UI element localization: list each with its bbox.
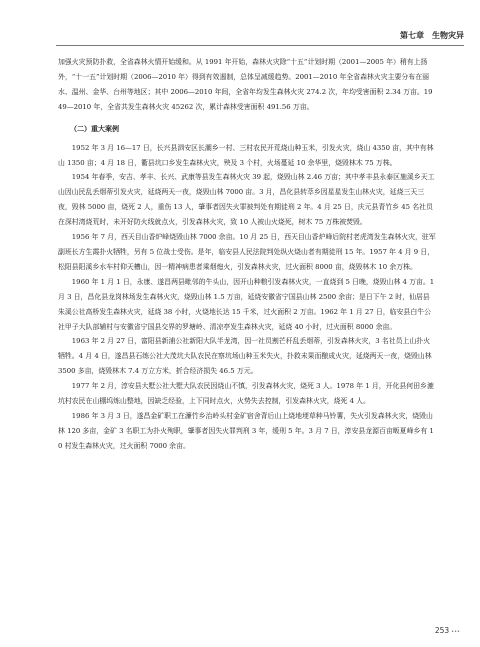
page-number: 253 <box>434 626 450 635</box>
page-number-marks: ••• <box>451 629 460 635</box>
case-paragraph-1986: 1986 年 3 月 3 日，遂昌金矿职工在濂竹乡治岭头村金矿宿舍背后山上烧地埂草种马铃薯，失火引发森林火灾，烧毁山林 120 多亩，金矿 3 名职工为扑火殉职，肇事者因失火罪判刑 3 年，缓刑 5 年。3 月 7 日，淳安县龙源百亩畈夏峰乡有 10 村发生森林火灾，过火面积 7000 余亩。 <box>58 411 434 450</box>
section-heading: （二）重大案例 <box>70 124 119 133</box>
case-paragraph-1954: 1954 年春季，安吉、孝丰、长兴、武康等县发生森林火灾 39 起，烧毁山林 2.46 万亩；其中孝丰县永泰区施溪乡天工山因山民乱丢烟蒂引发火灾，延烧两天一夜，烧毁山林 7000 亩。3 月，昌化县转萃乡因星星发生山林火灾，延烧三天三夜，毁林 5000 亩，烧死 2 人，重伤 13 人，肇事者因失火罪被判处有期徒刑 2 年。4 月 25 日，庆元县青竹乡 45 名社员在深村湾烧荒时，未开好防火线就点火，引发森林火灾，致 10 人被山火烧死，树木 75 万株被焚毁。 <box>58 173 435 227</box>
intro-paragraph: 加强火灾预防扑救，全省森林火情开始缓和。从 1991 年开始，森林火灾除“十五”计划时期（2001—2005 年）稍有上扬外，“十一五”计划时期（2006—2010 年）得到有效遏制，总体呈减缓趋势。2001—2010 年全省森林火灾主要分布在丽水、温州、金华、台州等地区；其中 2006—2010 年间，全省年均发生森林火灾 274.2 次，年均受害面积 2.34 万亩。1949—2010 年，全省共发生森林火灾 45262 次，累计森林受害面积 491.56 万亩。 <box>58 58 433 111</box>
case-paragraph-1960: 1960 年 1 月 1 日，永康、遂昌两县毗邻的牛头山，因开山种粮引发森林火灾，一直烧到 5 日晚，烧毁山林 4 万亩。1 月 3 日，昌化县龙岗林场发生森林火灾，烧毁山林 1.5 万亩，延烧安徽省宁国县山林 2500 余亩；是日下午 2 时，仙居县朱溪公社高桥发生森林火灾，延烧 38 小时，火烧地长达 15 千米，过火面积 2 万亩。1962 年 1 月 27 日，临安县白牛公社甲子大队部辅村与安徽省宁国县交界的罗塘岭、清凉亭发生森林火灾，延烧 40 小时，过火面积 8000 余亩。 <box>58 277 435 331</box>
page-body <box>58 55 436 454</box>
case-paragraph-1977: 1977 年 2 月，淳安县大墅公社大墅大队农民因烧山不慎，引发森林火灾，烧死 3 人。1978 年 1 月，开化县何田乡漉坑村农民在山棚坞炼山整地，因缺乏经验，上下同时点火，火势失去控制，引发森林火灾，烧死 4 人。 <box>58 382 434 406</box>
case-paragraph-1952: 1952 年 3 月 16—17 日，长兴县泗安区长潮乡一村、三村农民开荒烧山种玉米，引发火灾，烧山 4350 亩，其中有林山 1350 亩；4 月 18 日，衢县坑口乡发生森林火灾，殃及 3 个村，火场蔓延 10 余华里，烧毁林木 75 万株。 <box>58 143 434 167</box>
page-footer <box>435 626 460 635</box>
case-paragraph-1956: 1956 年 7 月，西天目山香炉峰烧毁山林 7000 余亩。10 月 25 日，西天目山香炉峰后院村老虎湾发生森林火灾，驻军副班长方生霞扑火牺牲，另有 5 位战士受伤。是年，临安县人民法院判处纵火烧山者有期徒刑 15 年。1957 年 4 月 9 日，松阳县阳溪乡水车村仰天槽山，因一精神病患者乘烟熄火，引发森林火灾，过火面积 8000 亩，烧毁林木 10 余万株。 <box>58 233 436 271</box>
chapter-title: 第七章 生物灾异 <box>400 31 464 40</box>
running-header <box>56 14 464 46</box>
case-paragraph-1963: 1963 年 2 月 27 日，富阳县新浦公社新阳大队半龙湾，因一社员割芒秆乱丢烟蒂，引发森林火灾，3 名社员上山扑火牺牲。4 月 4 日，遂昌县石练公社大茂坑大队农民在察坑场山种玉米失火，扑救未果而酿成火灾，延烧两天一夜，烧毁山林 3500 多亩，烧毁林木 7.4 万立方米，折合经济损失 46.5 万元。 <box>58 337 432 376</box>
